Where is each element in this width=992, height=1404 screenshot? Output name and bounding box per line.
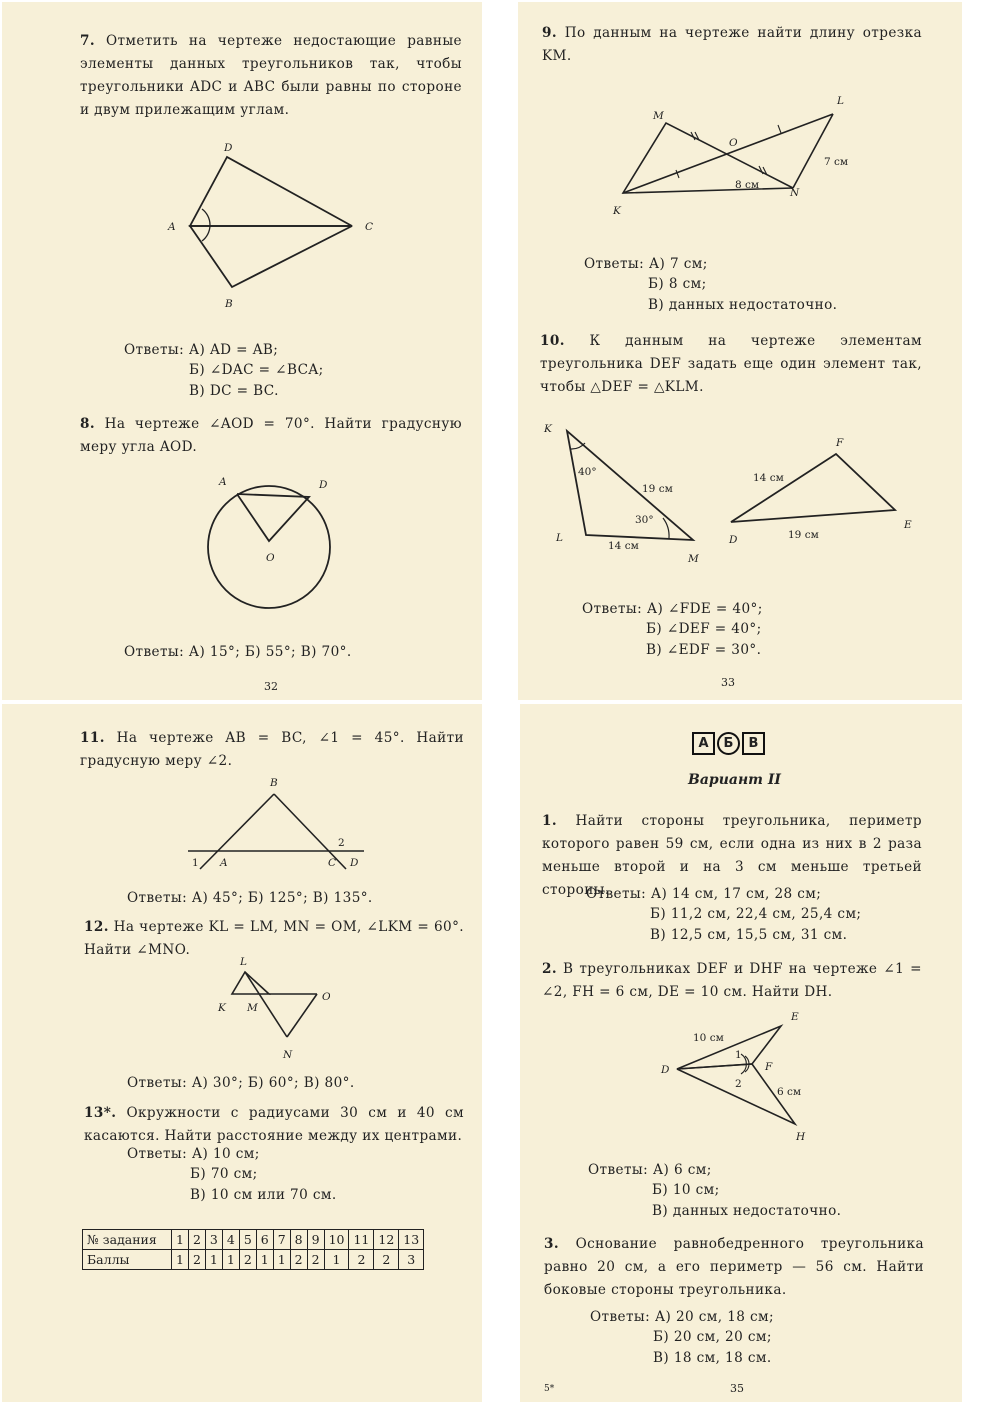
- badge-a: А: [692, 732, 715, 755]
- v2-q1-text: 1. Найти стороны треугольника, периметр которого равен 59 см, если одна из них в 2 раза меньше второй и на 3 см меньше третьей стороны.: [542, 813, 922, 898]
- q10-label-l: L: [556, 532, 563, 544]
- q9-len-8: 8 см: [735, 179, 760, 191]
- task-number: 8: [290, 1230, 307, 1250]
- variant-title: Вариант II: [688, 772, 781, 788]
- v2-q3-answer-c: В) 18 см, 18 см.: [653, 1350, 772, 1366]
- q11-figure: [182, 774, 382, 874]
- v2-q2-label-e: E: [791, 1011, 799, 1023]
- q10-label-d: D: [729, 534, 738, 546]
- v2-q1-answer-c: В) 12,5 см, 15,5 см, 31 см.: [650, 927, 848, 943]
- q11-label-c: C: [328, 857, 337, 869]
- q10-side-14: 14 см: [608, 540, 639, 552]
- task-points: 2: [239, 1250, 256, 1270]
- task-number: 5: [239, 1230, 256, 1250]
- q10-figure: [538, 417, 928, 567]
- q10-angle-30: 30°: [635, 514, 654, 526]
- q10-label-e: E: [904, 519, 912, 531]
- v2-q2-answer-c: В) данных недостаточно.: [652, 1203, 842, 1219]
- q11-label-b: B: [270, 777, 278, 789]
- q7-label-c: C: [365, 221, 374, 233]
- v2-q3-text: 3. Основание равнобедренного треугольника равно 20 см, а его периметр — 56 см. Найти боковые стороны треугольника.: [544, 1236, 924, 1298]
- v2-q2-figure: [655, 1006, 815, 1146]
- v2-q2-label-d: D: [661, 1064, 670, 1076]
- page-number: 33: [721, 676, 735, 689]
- q13-text: 13*. Окружности с радиусами 30 см и 40 см касаются. Найти расстояние между их центрами.: [84, 1105, 464, 1144]
- task-points: 2: [349, 1250, 374, 1270]
- q10-text: 10. К данным на чертеже элементам треугольника DEF задать еще один элемент так, чтобы △DEF = △KLM.: [540, 333, 922, 395]
- q12-label-k: K: [218, 1002, 226, 1014]
- v2-q2-angle-1: 1: [735, 1049, 742, 1061]
- q12-text: 12. На чертеже KL = LM, MN = OM, ∠LKM = 60°. Найти ∠MNO.: [84, 919, 464, 958]
- task-points: 2: [290, 1250, 307, 1270]
- task-number: 10: [324, 1230, 349, 1250]
- task-number: 2: [188, 1230, 205, 1250]
- q11-answers: Ответы: А) 45°; Б) 125°; В) 135°.: [127, 890, 373, 906]
- task-points: 1: [172, 1250, 189, 1270]
- task-number: 6: [256, 1230, 273, 1250]
- task-points: 1: [205, 1250, 222, 1270]
- task-points: 1: [256, 1250, 273, 1270]
- q10-answer-c: В) ∠EDF = 30°.: [646, 642, 762, 658]
- score-table-header-row: [83, 1230, 424, 1250]
- score-table-points-row: [83, 1250, 424, 1270]
- q8-text: 8. На чертеже ∠AOD = 70°. Найти градусную меру угла AOD.: [80, 416, 462, 455]
- difficulty-badge: [692, 732, 765, 755]
- score-table: [82, 1229, 424, 1270]
- q10-side-19: 19 см: [642, 483, 673, 495]
- v2-q2-answer-b: Б) 10 см;: [652, 1182, 720, 1198]
- q7-answer-b: Б) ∠DAC = ∠BCA;: [189, 362, 324, 378]
- page-33: [518, 2, 962, 700]
- v2-q2-answer-a: Ответы: А) 6 см;: [588, 1162, 712, 1178]
- badge-v: В: [742, 732, 765, 755]
- q9-label-n: N: [790, 187, 800, 199]
- q8-figure: [197, 472, 347, 612]
- q13-answer-b: Б) 70 см;: [190, 1166, 258, 1182]
- q11-angle-2: 2: [338, 837, 345, 849]
- q9-answer-a: Ответы: А) 7 см;: [584, 256, 708, 272]
- q13-answer-c: В) 10 см или 70 см.: [190, 1187, 337, 1203]
- q12-answers: Ответы: А) 30°; Б) 60°; В) 80°.: [127, 1075, 355, 1091]
- v2-q2-len-10: 10 см: [693, 1032, 724, 1044]
- task-number: 1: [172, 1230, 189, 1250]
- task-points: 2: [374, 1250, 399, 1270]
- q12-label-l: L: [240, 956, 247, 968]
- v2-q2-len-6: 6 см: [777, 1086, 802, 1098]
- q9-label-o: O: [729, 137, 738, 149]
- q10-label-f: F: [836, 437, 844, 449]
- q12-label-o: O: [322, 991, 331, 1003]
- task-number: 7: [273, 1230, 290, 1250]
- q11-label-a: A: [220, 857, 228, 869]
- page-34: [2, 704, 482, 1402]
- task-points: 2: [307, 1250, 324, 1270]
- q8-label-a: A: [219, 476, 227, 488]
- v2-q1-answer-b: Б) 11,2 см, 22,4 см, 25,4 см;: [650, 906, 862, 922]
- v2-q2-angle-2: 2: [735, 1078, 742, 1090]
- v2-q1-answer-a: Ответы: А) 14 см, 17 см, 28 см;: [586, 886, 822, 902]
- q10-label-k: K: [544, 423, 552, 435]
- badge-b-selected: Б: [717, 732, 740, 755]
- task-points: 3: [399, 1250, 424, 1270]
- page-35: [520, 704, 962, 1402]
- q9-label-k: K: [613, 205, 621, 217]
- q7-text: 7. Отметить на чертеже недостающие равные элементы данных треугольников так, чтобы треугольники ADC и ABC были равны по стороне и двум прилежащим углам.: [80, 33, 462, 118]
- q12-figure: [207, 954, 347, 1064]
- task-number: 9: [307, 1230, 324, 1250]
- q10-answer-a: Ответы: А) ∠FDE = 40°;: [582, 601, 763, 617]
- q7-answer-c: В) DC = BC.: [189, 383, 279, 399]
- q13-answer-a: Ответы: А) 10 см;: [127, 1146, 260, 1162]
- q9-len-7: 7 см: [824, 156, 849, 168]
- q9-figure: [613, 90, 863, 220]
- task-points: 1: [273, 1250, 290, 1270]
- q9-label-l: L: [837, 95, 844, 107]
- page-number: 35: [730, 1382, 744, 1395]
- q7-figure: [162, 137, 382, 312]
- task-points: 2: [188, 1250, 205, 1270]
- q7-label-b: B: [225, 298, 233, 310]
- v2-q2-text: 2. В треугольниках DEF и DHF на чертеже ∠1 = ∠2, FH = 6 см, DE = 10 см. Найти DH.: [542, 961, 922, 1000]
- q10-f-side-14: 14 см: [753, 472, 784, 484]
- q8-label-o: O: [266, 552, 275, 564]
- q12-label-n: N: [283, 1049, 293, 1061]
- q7-answer-a: Ответы: А) AD = AB;: [124, 342, 279, 358]
- q10-angle-40: 40°: [578, 466, 597, 478]
- q9-answer-b: Б) 8 см;: [648, 276, 707, 292]
- v2-q2-label-f: F: [765, 1061, 773, 1073]
- v2-q3-answer-b: Б) 20 см, 20 см;: [653, 1329, 772, 1345]
- q9-text: 9. По данным на чертеже найти длину отрезка KM.: [542, 25, 922, 64]
- corner-mark: 5*: [544, 1384, 555, 1394]
- q9-answer-c: В) данных недостаточно.: [648, 297, 838, 313]
- q8-answers: Ответы: А) 15°; Б) 55°; В) 70°.: [124, 644, 352, 660]
- q12-label-m: M: [247, 1002, 258, 1014]
- q10-answer-b: Б) ∠DEF = 40°;: [646, 621, 762, 637]
- q8-label-d: D: [319, 479, 328, 491]
- q7-label-d: D: [224, 142, 233, 154]
- q11-angle-1: 1: [192, 857, 199, 869]
- q10-f-side-19: 19 см: [788, 529, 819, 541]
- v2-q2-label-h: H: [796, 1131, 806, 1143]
- task-points: 1: [222, 1250, 239, 1270]
- q10-label-m: M: [688, 553, 699, 565]
- score-header-label: № задания: [83, 1230, 172, 1250]
- q7-label-a: A: [168, 221, 176, 233]
- page-32: [2, 2, 482, 700]
- q11-text: 11. На чертеже AB = BC, ∠1 = 45°. Найти градусную меру ∠2.: [80, 730, 464, 769]
- score-points-label: Баллы: [83, 1250, 172, 1270]
- task-number: 3: [205, 1230, 222, 1250]
- task-number: 11: [349, 1230, 374, 1250]
- v2-q3-answer-a: Ответы: А) 20 см, 18 см;: [590, 1309, 774, 1325]
- q9-label-m: M: [653, 110, 664, 122]
- q11-label-d: D: [350, 857, 359, 869]
- task-number: 13: [399, 1230, 424, 1250]
- task-number: 4: [222, 1230, 239, 1250]
- page-number: 32: [264, 680, 278, 693]
- task-points: 1: [324, 1250, 349, 1270]
- task-number: 12: [374, 1230, 399, 1250]
